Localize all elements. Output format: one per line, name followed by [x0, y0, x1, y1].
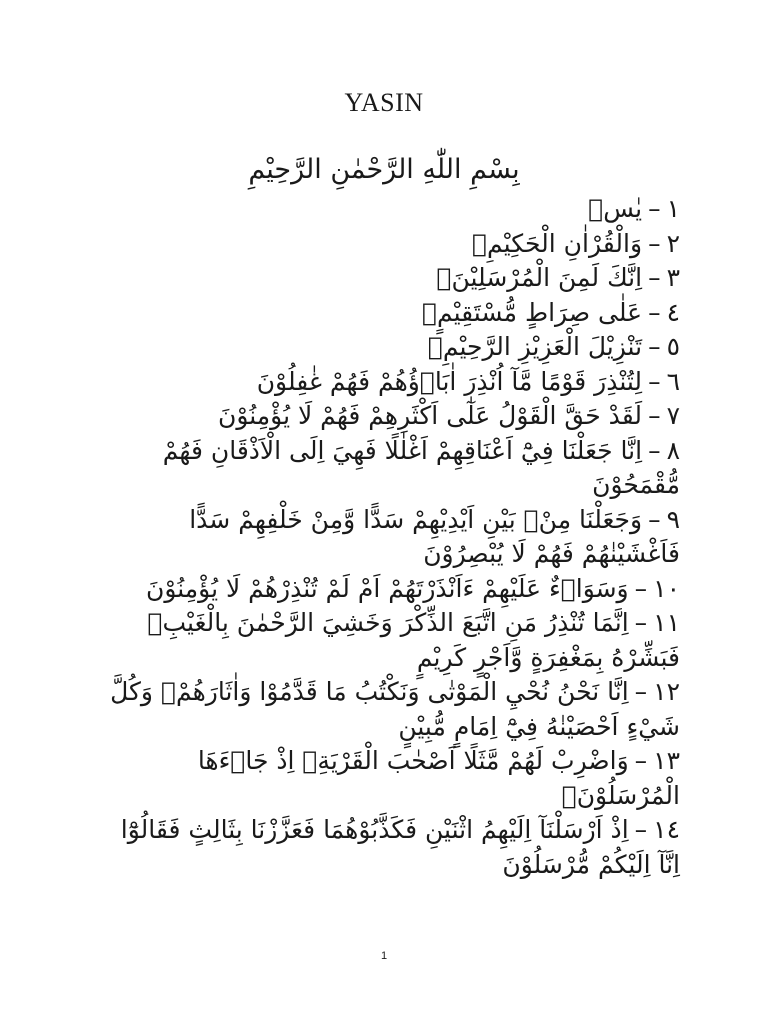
- verse-separator: –: [648, 504, 661, 534]
- verse-8: [100, 434, 680, 503]
- verse-text: يٰسۤ: [588, 194, 643, 223]
- verse-text: وَسَوَاۤءٌ عَلَيْهِمْ ءَاَنْذَرْتَهُمْ اَمْ لَمْ تُنْذِرْهُمْ لَا يُؤْمِنُوْنَ: [145, 573, 629, 603]
- verse-number: ٨: [666, 435, 680, 465]
- verse-separator: –: [648, 297, 661, 327]
- verse-7: [100, 399, 680, 434]
- verse-11: [100, 606, 680, 675]
- verse-6: [100, 365, 680, 400]
- verse-separator: –: [634, 677, 648, 706]
- verse-10: [100, 572, 680, 607]
- verse-separator: –: [648, 263, 661, 292]
- verse-text: وَالْقُرْاٰنِ الْحَكِيْمِۙ: [472, 228, 643, 258]
- verse-separator: –: [634, 746, 648, 775]
- verse-number: ٣: [666, 263, 680, 292]
- verse-text: اِنَّا جَعَلْنَا فِيْٓ اَعْنَاقِهِمْ اَغْلٰلًا فَهِيَ اِلَى الْاَذْقَانِ فَهُمْ مُّقْمَحُوْنَ: [162, 435, 680, 499]
- verse-number: ٧: [666, 401, 680, 430]
- verse-number: ٥: [666, 332, 680, 361]
- verse-number: ٢: [666, 228, 680, 258]
- verse-text: اِنَّا نَحْنُ نُحْيِ الْمَوْتٰى وَنَكْتُبُ مَا قَدَّمُوْا وَاٰثَارَهُمْۗ وَكُلَّ شَيْءٍ اَحْصَيْنٰهُ فِيْٓ اِمَامٍ مُّبِيْنٍ: [110, 677, 680, 741]
- verse-3: [100, 261, 680, 296]
- verse-text: لِتُنْذِرَ قَوْمًا مَّآ اُنْذِرَ اٰبَاۤؤُهُمْ فَهُمْ غٰفِلُوْنَ: [256, 366, 643, 396]
- verse-number: ١٠: [653, 573, 680, 603]
- verse-14: [100, 813, 680, 882]
- verse-number: ١٣: [653, 746, 680, 775]
- verse-separator: –: [634, 815, 648, 844]
- verse-separator: –: [648, 194, 661, 223]
- verse-separator: –: [634, 608, 648, 637]
- verse-1: [100, 192, 680, 227]
- verse-text: عَلٰى صِرَاطٍ مُّسْتَقِيْمٍۗ: [421, 297, 643, 327]
- verse-12: [100, 675, 680, 744]
- verse-number: ٤: [666, 297, 680, 327]
- basmala-heading: بِسْمِ اللّٰهِ الرَّحْمٰنِ الرَّحِيْمِ: [248, 154, 520, 185]
- verse-2: [100, 227, 680, 262]
- verse-text: لَقَدْ حَقَّ الْقَوْلُ عَلٰٓى اَكْثَرِهِمْ فَهُمْ لَا يُؤْمِنُوْنَ: [217, 401, 643, 430]
- verse-text: اِذْ اَرْسَلْنَآ اِلَيْهِمُ اثْنَيْنِ فَكَذَّبُوْهُمَا فَعَزَّزْنَا بِثَالِثٍ فَقَالُوْٓا اِنَّآ اِلَيْكُمْ مُّرْسَلُوْنَ: [120, 815, 680, 879]
- page-number: 1: [380, 950, 388, 962]
- verse-text: اِنَّكَ لَمِنَ الْمُرْسَلِيْنَۙ: [436, 263, 643, 292]
- verse-text: وَاضْرِبْ لَهُمْ مَّثَلًا اَصْحٰبَ الْقَرْيَةِۘ اِذْ جَاۤءَهَا الْمُرْسَلُوْنَۚ: [197, 746, 680, 810]
- verse-4: [100, 296, 680, 331]
- verse-separator: –: [634, 573, 648, 603]
- verse-number: ٦: [666, 366, 680, 396]
- verse-13: [100, 744, 680, 813]
- verse-text: تَنْزِيْلَ الْعَزِيْزِ الرَّحِيْمِۙ: [427, 332, 643, 361]
- verse-separator: –: [648, 366, 661, 396]
- verse-text: اِنَّمَا تُنْذِرُ مَنِ اتَّبَعَ الذِّكْرَ وَخَشِيَ الرَّحْمٰنَ بِالْغَيْبِۚ فَبَشِّرْهُ بِمَغْفِرَةٍ وَّاَجْرٍ كَرِيْمٍ: [147, 608, 680, 672]
- verse-list: [100, 192, 680, 882]
- verse-separator: –: [648, 401, 661, 430]
- verse-number: ٩: [666, 504, 680, 534]
- verse-separator: –: [648, 435, 661, 465]
- verse-separator: –: [648, 228, 661, 258]
- verse-number: ١٤: [653, 815, 680, 844]
- verse-number: ١١: [653, 608, 680, 637]
- verse-text: وَجَعَلْنَا مِنْۢ بَيْنِ اَيْدِيْهِمْ سَدًّا وَّمِنْ خَلْفِهِمْ سَدًّا فَاَغْشَيْنٰهُمْ فَهُمْ لَا يُبْصِرُوْنَ: [189, 504, 680, 568]
- verse-5: [100, 330, 680, 365]
- verse-number: ١: [666, 194, 680, 223]
- verse-number: ١٢: [653, 677, 680, 706]
- page-title: YASIN: [344, 88, 424, 117]
- verse-separator: –: [648, 332, 661, 361]
- verse-9: [100, 503, 680, 572]
